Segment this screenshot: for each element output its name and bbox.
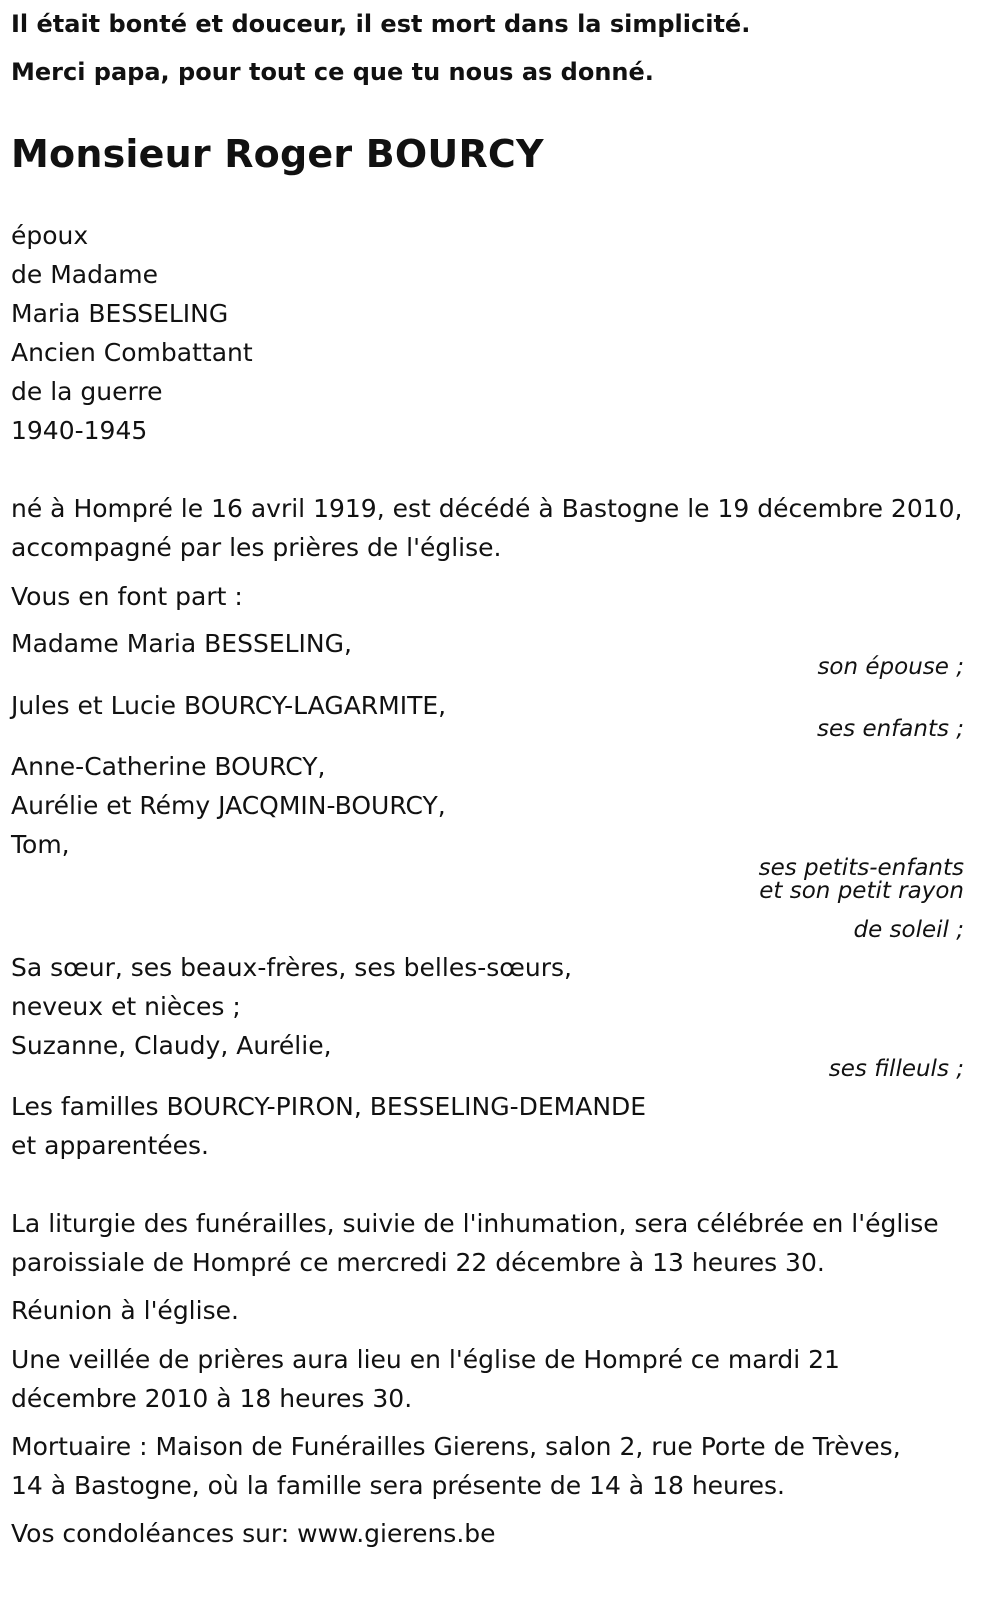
birth-death-line-1: né à Hompré le 16 avril 1919, est décédé à Bastogne le 19 décembre 2010,: [11, 494, 963, 523]
grandchild-line: Anne-Catherine BOURCY,: [11, 752, 326, 781]
grandchildren-relation: ses petits-enfants: [758, 855, 964, 881]
siblings-line: Suzanne, Claudy, Aurélie,: [11, 1031, 332, 1060]
meeting-note: Réunion à l'église.: [11, 1296, 239, 1325]
vigil-line-2: décembre 2010 à 18 heures 30.: [11, 1384, 413, 1413]
mortuary-line-1: Mortuaire : Maison de Funérailles Gierens, salon 2, rue Porte de Trèves,: [11, 1432, 901, 1461]
families-line: Les familles BOURCY-PIRON, BESSELING-DEMANDE: [11, 1092, 647, 1121]
grandchildren-relation: de soleil ;: [853, 917, 964, 943]
intro-line: époux: [11, 221, 89, 250]
spouse-name: Madame Maria BESSELING,: [11, 629, 352, 658]
grandchild-line: Tom,: [11, 830, 70, 859]
godchildren-relation: ses filleuls ;: [828, 1056, 964, 1082]
spouse-relation: son épouse ;: [817, 654, 964, 680]
deceased-name: Monsieur Roger BOURCY: [11, 132, 544, 176]
liturgy-line-2: paroissiale de Hompré ce mercredi 22 décembre à 13 heures 30.: [11, 1248, 825, 1277]
siblings-line: neveux et nièces ;: [11, 992, 241, 1021]
liturgy-line-1: La liturgie des funérailles, suivie de l'inhumation, sera célébrée en l'église: [11, 1209, 939, 1238]
intro-line: de la guerre: [11, 377, 163, 406]
condolences-label: Vos condoléances sur:: [11, 1519, 290, 1548]
grandchild-line: Aurélie et Rémy JACQMIN-BOURCY,: [11, 791, 446, 820]
families-line: et apparentées.: [11, 1131, 209, 1160]
children-relation: ses enfants ;: [817, 716, 964, 742]
birth-death-line-2: accompagné par les prières de l'église.: [11, 533, 502, 562]
epigraph-line-2: Merci papa, pour tout ce que tu nous as donné.: [11, 58, 654, 86]
condolences-link[interactable]: www.gierens.be: [297, 1519, 496, 1548]
intro-line: Ancien Combattant: [11, 338, 253, 367]
intro-line: Maria BESSELING: [11, 299, 229, 328]
announcement-intro: Vous en font part :: [11, 582, 243, 611]
intro-line: 1940-1945: [11, 416, 148, 445]
siblings-line: Sa sœur, ses beaux-frères, ses belles-sœurs,: [11, 953, 572, 982]
mortuary-line-2: 14 à Bastogne, où la famille sera présente de 14 à 18 heures.: [11, 1471, 785, 1500]
epigraph-line-1: Il était bonté et douceur, il est mort dans la simplicité.: [11, 10, 751, 38]
children-names: Jules et Lucie BOURCY-LAGARMITE,: [11, 691, 447, 720]
condolences-line: [11, 1514, 496, 1554]
intro-line: de Madame: [11, 260, 159, 289]
vigil-line-1: Une veillée de prières aura lieu en l'église de Hompré ce mardi 21: [11, 1345, 840, 1374]
grandchildren-relation: et son petit rayon: [759, 878, 964, 904]
